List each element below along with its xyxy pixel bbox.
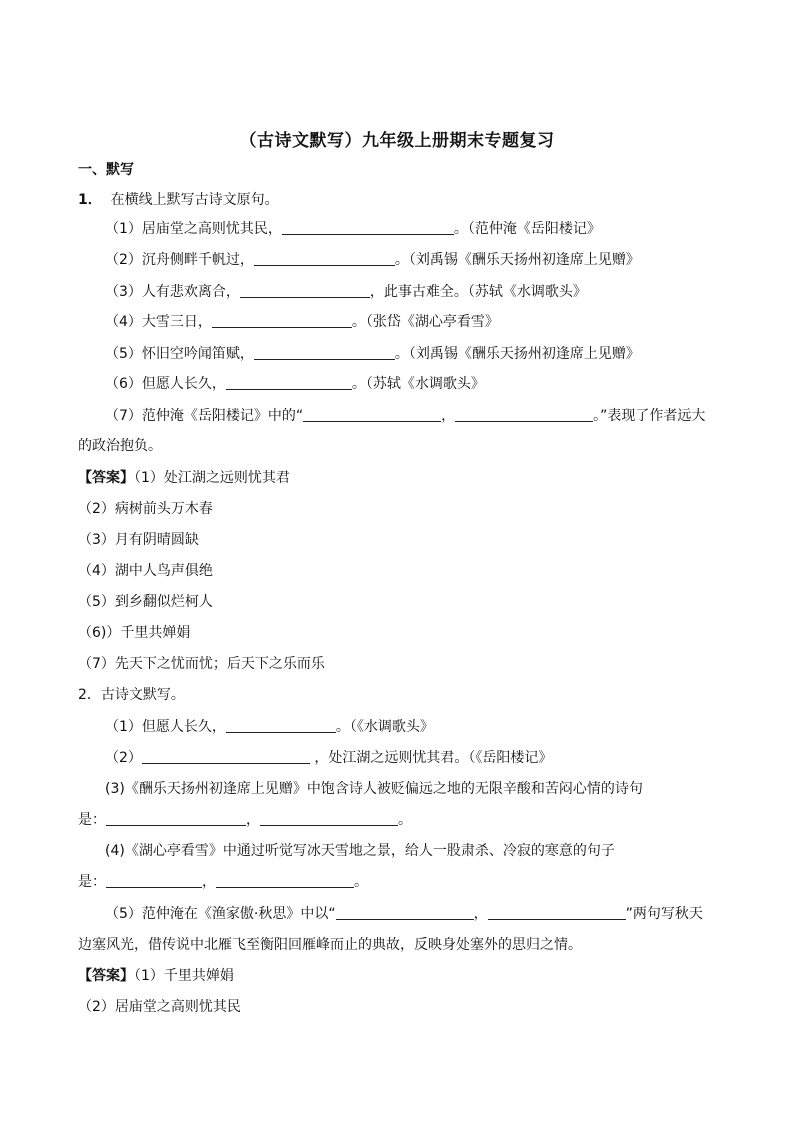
- item-source: 。（刘禹锡《酬乐天扬州初逢席上见赠》: [394, 346, 640, 362]
- q1-answer-2: （2）病树前头万木春: [78, 501, 213, 517]
- answer-text: （1）处江湖之远则忧其君: [134, 470, 290, 486]
- q1-item-7-continuation: 的政治抱负。: [78, 438, 162, 454]
- answer-blank: [336, 904, 474, 920]
- q2-item-5: [105, 904, 703, 924]
- answer-blank: [254, 344, 395, 360]
- item-text: （2）: [105, 750, 142, 766]
- answer-blank: [254, 250, 395, 266]
- answer-blank: [488, 904, 626, 920]
- q1-item-5: [105, 344, 640, 364]
- q1-item-2: [105, 250, 640, 270]
- q1-item-1: [105, 219, 601, 239]
- q1-answer-7: （7）先天下之忧而忧；后天下之乐而乐: [78, 656, 325, 672]
- answer-blank: [142, 748, 310, 764]
- item-source: 。（苏轼《水调歌头》: [351, 376, 485, 392]
- item-text: （5）范仲淹在《渔家傲·秋思》中以“: [105, 906, 336, 922]
- q2-item-1: [105, 717, 434, 737]
- question-number: 1．: [78, 192, 102, 208]
- page-title: （古诗文默写）九年级上册期末专题复习: [239, 131, 555, 151]
- q2-item-5-continuation: 边塞风光，借传说中北雁飞至衡阳回雁峰而止的典故，反映身处塞外的思归之情。: [78, 937, 582, 953]
- comma: ，: [441, 408, 456, 424]
- item-source: 。（《水调歌头》: [335, 719, 434, 735]
- item-source: 。（张岱《湖心亭看雪》: [351, 314, 499, 330]
- answer-blank: [303, 406, 441, 422]
- q2-item-3-answer-line: [78, 810, 412, 830]
- answer-blank: [260, 810, 398, 826]
- item-text: （1）居庙堂之高则忧其民，: [105, 221, 282, 237]
- question-text: 在横线上默写古诗文原句。: [110, 192, 279, 208]
- q1-answer-6: （6)）千里共婵娟: [78, 625, 191, 641]
- item-text: （3）人有悲欢离合，: [105, 284, 240, 300]
- q2-answer-1: [78, 966, 234, 986]
- comma: ，: [473, 906, 488, 922]
- q1-answer-1: [78, 468, 290, 488]
- answer-blank: [455, 406, 593, 422]
- item-text-end: ”两句写秋天: [625, 906, 703, 922]
- comma: ，: [202, 874, 216, 890]
- item-source: ，处江湖之远则忧其君。（《岳阳楼记》: [314, 750, 553, 766]
- item-text: （7）范仲淹《岳阳楼记》中的“: [105, 408, 304, 424]
- item-source: 。（范仲淹《岳阳楼记》: [453, 221, 601, 237]
- section-heading: 一、默写: [78, 162, 134, 178]
- answer-blank: [106, 810, 246, 826]
- period: 。: [398, 812, 412, 828]
- answer-blank: [212, 312, 352, 328]
- q2-item-4-answer-line: [78, 872, 368, 892]
- question-2-stem: 2．古诗文默写。: [78, 687, 185, 703]
- q1-item-3: [105, 282, 587, 302]
- answer-blank: [226, 374, 352, 390]
- answer-blank: [106, 872, 202, 888]
- item-text: （1）但愿人长久，: [105, 719, 226, 735]
- item-text: （6）但愿人长久，: [105, 376, 226, 392]
- answer-tag: 【答案】: [78, 968, 134, 984]
- answer-blank: [282, 219, 454, 235]
- comma: ，: [246, 812, 260, 828]
- item-text: （4）大雪三日，: [105, 314, 212, 330]
- q1-answer-5: （5）到乡翻似烂柯人: [78, 594, 213, 610]
- answer-text: （1）千里共婵娟: [134, 968, 234, 984]
- q1-item-7: [105, 406, 705, 426]
- q2-item-2: [105, 748, 552, 768]
- item-source: ，此事古难全。（苏轼《水调歌头》: [369, 284, 587, 300]
- item-text: （5）怀旧空吟闻笛赋，: [105, 346, 254, 362]
- question-1-stem: [78, 190, 279, 210]
- period: 。: [354, 874, 368, 890]
- q2-item-3: (3)《酬乐天扬州初逢席上见赠》中饱含诗人被贬偏远之地的无限辛酸和苦闷心情的诗句: [105, 781, 643, 797]
- answer-blank: [240, 282, 370, 298]
- q1-answer-3: （3）月有阴晴圆缺: [78, 532, 199, 548]
- lead-text: 是：: [78, 812, 106, 828]
- answer-tag: 【答案】: [78, 470, 134, 486]
- q1-item-6: [105, 374, 485, 394]
- q1-answer-4: （4）湖中人鸟声俱绝: [78, 563, 213, 579]
- q1-item-4: [105, 312, 499, 332]
- answer-blank: [226, 717, 336, 733]
- item-source: 。（刘禹锡《酬乐天扬州初逢席上见赠》: [394, 252, 640, 268]
- q2-answer-2: （2）居庙堂之高则忧其民: [78, 999, 241, 1015]
- item-text-end: 。”表现了作者远大: [593, 408, 706, 424]
- item-text: （2）沉舟侧畔千帆过，: [105, 252, 254, 268]
- lead-text: 是：: [78, 874, 106, 890]
- answer-blank: [216, 872, 354, 888]
- q2-item-4: (4)《湖心亭看雪》中通过听觉写冰天雪地之景，给人一股肃杀、冷寂的寒意的句子: [105, 843, 615, 859]
